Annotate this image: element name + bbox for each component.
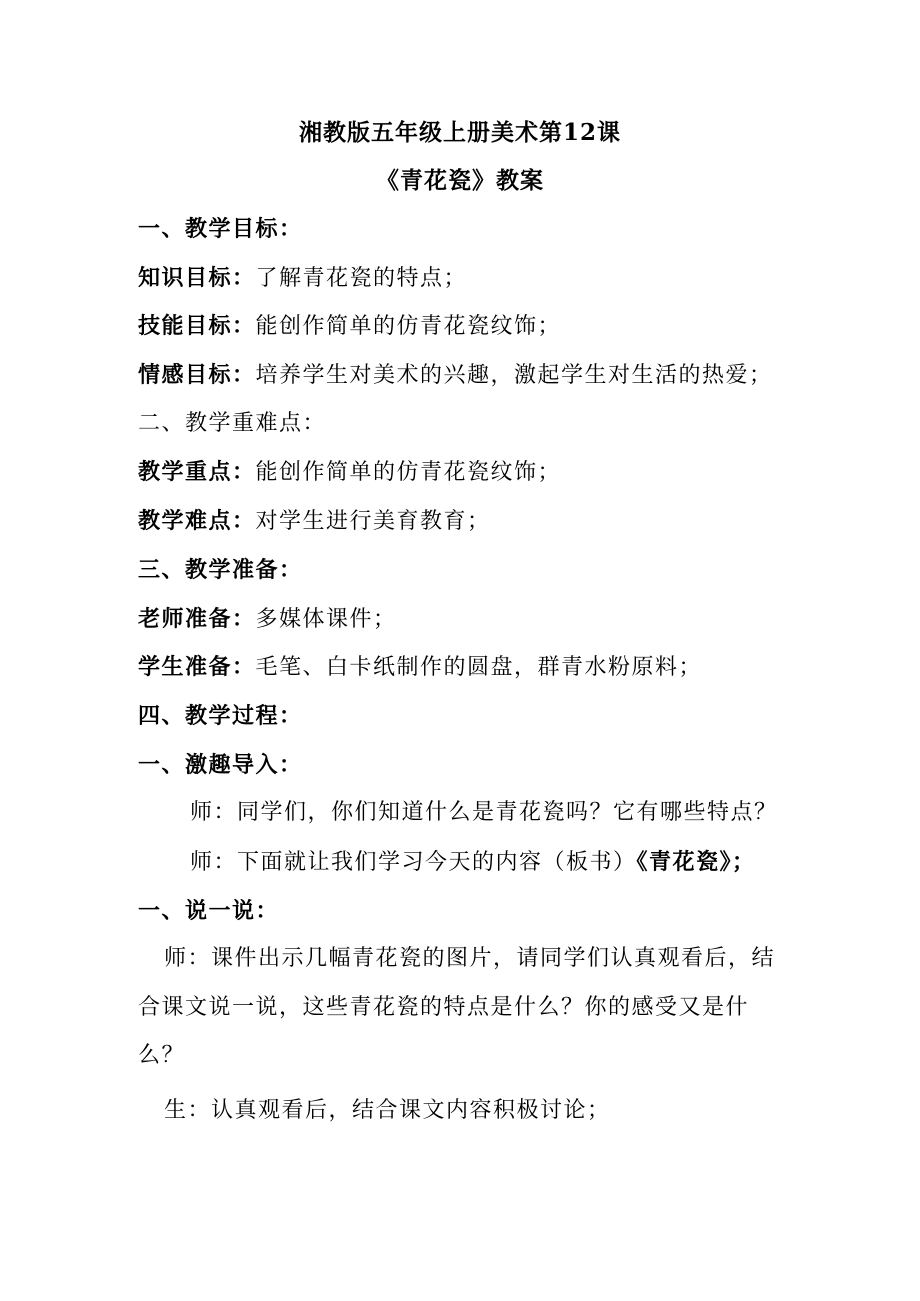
teacher-prep-label: 老师准备： — [138, 606, 256, 632]
section-heading-preparation: 三、教学准备： — [138, 557, 303, 583]
difficult-point — [138, 506, 491, 537]
section-heading-key-points-text: 二、教学重难点： — [138, 411, 327, 436]
key-point-label: 教学重点： — [138, 459, 256, 485]
intro-question-2-text: 师：下面就让我们学习今天的内容（板书） — [190, 850, 637, 875]
student-reply: 生：认真观看后，结合课文内容积极讨论； — [164, 1098, 611, 1123]
goal-skill-label: 技能目标： — [138, 313, 256, 339]
goal-emotion-text: 培养学生对美术的兴趣，激起学生对生活的热爱； — [255, 363, 773, 388]
teacher-prep-text: 多媒体课件； — [255, 607, 397, 632]
section-heading-key-points — [138, 409, 326, 439]
difficult-point-text: 对学生进行美育教育； — [255, 509, 491, 534]
teacher-prep — [138, 604, 397, 635]
student-prep — [138, 652, 702, 683]
step-heading-intro: 一、激趣导入： — [138, 752, 303, 778]
goal-skill-text: 能创作简单的仿青花瓷纹饰； — [255, 314, 562, 339]
intro-question-1: 师：同学们，你们知道什么是青花瓷吗？它有哪些特点？ — [190, 800, 778, 825]
title-line-2: 《青花瓷》教案 — [376, 167, 544, 194]
student-prep-label: 学生准备： — [138, 654, 256, 680]
goal-knowledge-text: 了解青花瓷的特点； — [255, 266, 468, 291]
title-line-1: 湘教版五年级上册美术第12课 — [298, 119, 621, 146]
goal-emotion-label: 情感目标： — [138, 362, 256, 388]
goal-skill — [138, 311, 561, 342]
goal-knowledge-label: 知识目标： — [138, 265, 256, 291]
key-point-text: 能创作简单的仿青花瓷纹饰； — [255, 460, 562, 485]
goal-knowledge — [138, 263, 467, 294]
say-paragraph-line-3: 么？ — [138, 1043, 186, 1068]
say-paragraph-line-1: 师：课件出示几幅青花瓷的图片，请同学们认真观看后，结 — [164, 946, 776, 971]
student-prep-text: 毛笔、白卡纸制作的圆盘，群青水粉原料； — [255, 655, 703, 680]
step-heading-say: 一、说一说： — [138, 898, 280, 924]
goal-emotion — [138, 360, 773, 391]
intro-question-2-bold: 《青花瓷》； — [636, 849, 756, 875]
section-heading-process: 四、教学过程： — [138, 703, 303, 729]
key-point — [138, 457, 561, 488]
say-paragraph-line-2: 合课文说一说，这些青花瓷的特点是什么？你的感受又是什 — [138, 995, 750, 1020]
difficult-point-label: 教学难点： — [138, 508, 256, 534]
section-heading-objectives: 一、教学目标： — [138, 216, 303, 242]
intro-question-2 — [190, 847, 756, 878]
